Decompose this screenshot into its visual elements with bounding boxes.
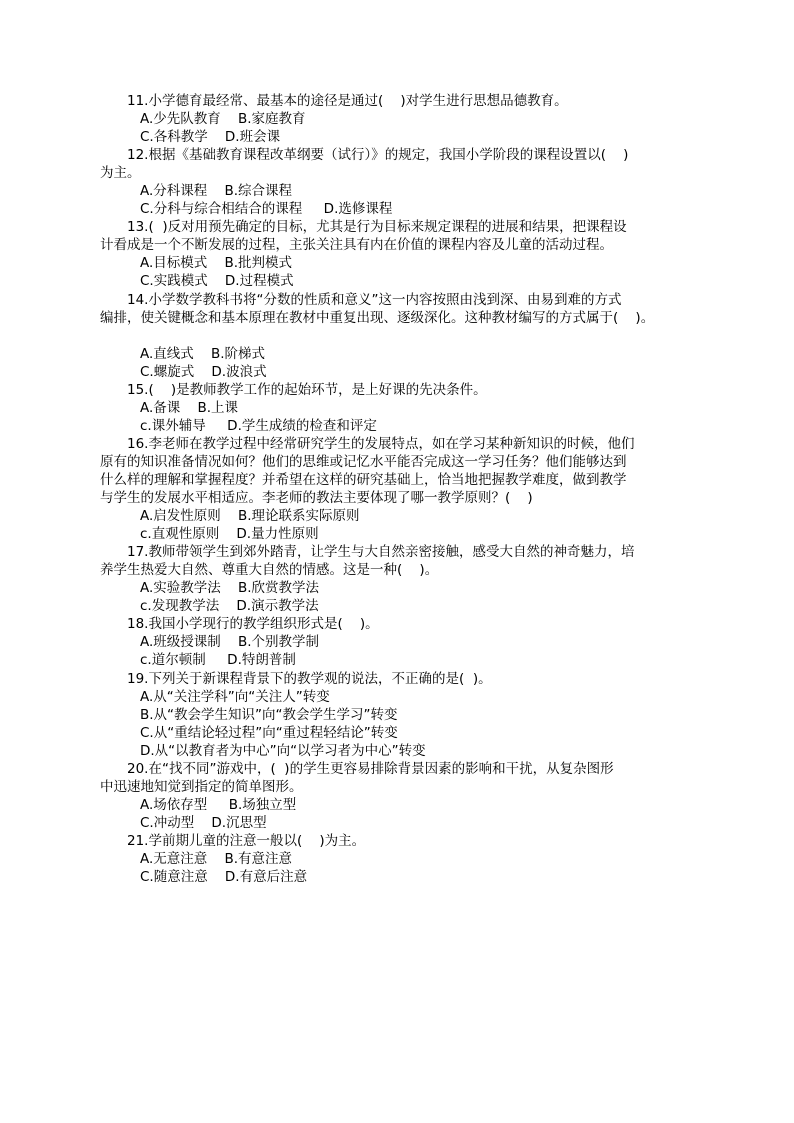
option-row: C.实践模式 D.过程模式 <box>140 273 294 290</box>
question-stem-continuation: 中迅速地知觉到指定的简单图形。 <box>100 778 303 795</box>
option-row: C.冲动型 D.沉思型 <box>140 814 267 831</box>
question-stem-continuation: 与学生的发展水平相适应。李老师的教法主要体现了哪一教学原则？( ) <box>100 490 533 507</box>
question-stem-continuation: 计看成是一个不断发展的过程，主张关注具有内在价值的课程内容及儿童的活动过程。 <box>100 237 613 254</box>
question-stem: 17.教师带领学生到郊外踏青，让学生与大自然亲密接触，感受大自然的神奇魅力，培 <box>127 544 635 561</box>
question-stem-continuation: 什么样的理解和掌握程度？并希望在这样的研究基础上，恰当地把握教学难度，做到教学 <box>100 471 627 488</box>
question-stem-continuation: 原有的知识准备情况如何？他们的思维或记忆水平能否完成这一学习任务？他们能够达到 <box>100 453 627 470</box>
option-row: A.实验教学法 B.欣赏教学法 <box>140 580 320 597</box>
question-stem: 14.小学数学教科书将“分数的性质和意义”这一内容按照由浅到深、由易到难的方式 <box>127 291 622 308</box>
option-row: D.从“以教育者为中心”向“以学习者为中心”转变 <box>140 742 426 759</box>
option-row: C.随意注意 D.有意后注意 <box>140 869 308 886</box>
option-row: C.各科教学 D.班会课 <box>140 129 281 146</box>
option-row: A.分科课程 B.综合课程 <box>140 183 293 200</box>
option-row: A.班级授课制 B.个别教学制 <box>140 634 320 651</box>
spacer-line <box>100 327 696 345</box>
option-row: A.少先队教育 B.家庭教育 <box>140 111 306 128</box>
option-row: c.直观性原则 D.量力性原则 <box>140 526 319 543</box>
option-row: A.直线式 B.阶梯式 <box>140 345 266 362</box>
question-stem: 16.李老师在教学过程中经常研究学生的发展特点，如在学习某种新知识的时候，他们 <box>127 435 635 452</box>
option-row: A.备课 B.上课 <box>140 399 239 416</box>
option-row: c.课外辅导 D.学生成绩的检查和评定 <box>140 417 377 434</box>
option-row: c.道尔顿制 D.特朗普制 <box>140 652 296 669</box>
question-stem: 13.( )反对用预先确定的目标，尤其是行为目标来规定课程的进展和结果，把课程设 <box>127 219 627 236</box>
option-row: C.分科与综合相结合的课程 D.选修课程 <box>140 201 393 218</box>
option-row: A.无意注意 B.有意注意 <box>140 850 293 867</box>
question-stem: 19.下列关于新课程背景下的教学观的说法，不正确的是( )。 <box>127 670 492 687</box>
option-row: A.目标模式 B.批判模式 <box>140 255 293 272</box>
option-row: C.螺旋式 D.波浪式 <box>140 363 267 380</box>
question-stem: 11.小学德育最经常、最基本的途径是通过( )对学生进行思想品德教育。 <box>127 93 568 109</box>
option-row: A.从“关注学科”向“关注人”转变 <box>140 688 330 705</box>
question-stem: 12.根据《基础教育课程改革纲要（试行）》的规定，我国小学阶段的课程设置以( ) <box>127 147 629 164</box>
question-stem: 15.( )是教师教学工作的起始环节，是上好课的先决条件。 <box>127 381 487 398</box>
option-row: B.从“教会学生知识”向“教会学生学习”转变 <box>140 706 398 723</box>
question-stem: 21.学前期儿童的注意一般以( )为主。 <box>127 832 366 849</box>
question-stem: 20.在“找不同”游戏中，( )的学生更容易排除背景因素的影响和干扰，从复杂图形 <box>127 760 614 777</box>
question-stem-continuation: 养学生热爱大自然、尊重大自然的情感。这是一种( )。 <box>100 562 439 579</box>
question-stem-continuation: 为主。 <box>100 165 141 182</box>
option-row: c.发现教学法 D.演示教学法 <box>140 598 319 615</box>
option-row: A.启发性原则 B.理论联系实际原则 <box>140 508 360 525</box>
question-stem: 18.我国小学现行的教学组织形式是( )。 <box>127 616 379 633</box>
option-row: C.从“重结论轻过程”向“重过程轻结论”转变 <box>140 724 398 741</box>
exam-question-list <box>100 92 696 886</box>
question-stem-continuation: 编排，使关键概念和基本原理在教材中重复出现、逐级深化。这种教材编写的方式属于( )。 <box>100 309 655 326</box>
option-row: A.场依存型 B.场独立型 <box>140 796 297 813</box>
